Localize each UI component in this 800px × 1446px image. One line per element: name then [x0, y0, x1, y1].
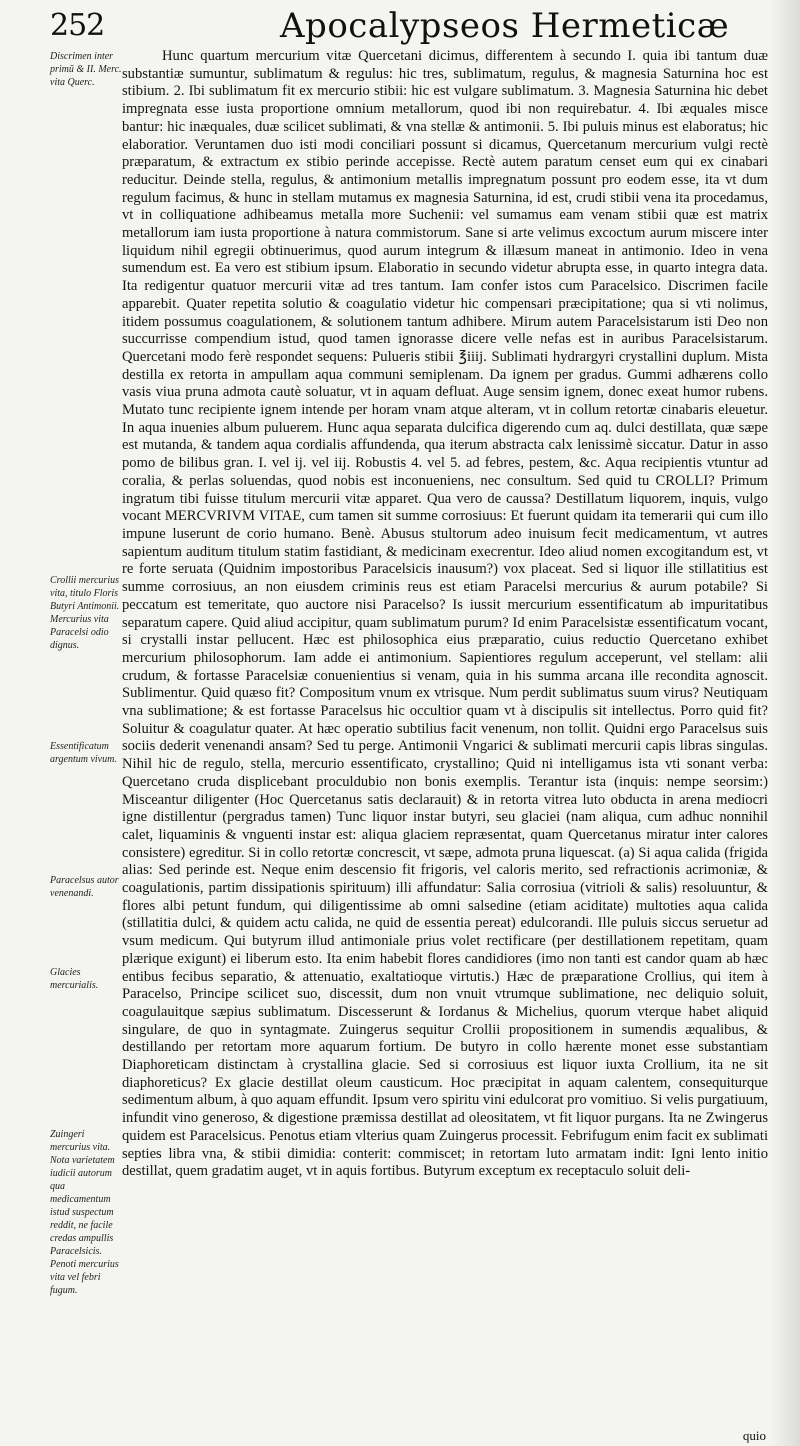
page-number: 252: [50, 8, 105, 43]
margin-note: Discrimen inter primũ & II. Merc. vita Querc.: [50, 51, 122, 88]
page-header: [50, 6, 790, 50]
margin-note: Glacies mercurialis.: [50, 967, 99, 991]
margin-note: Crollii mercurius vita, titulo Floris Butyri Antimonii. Mercurius vita Paracelsi odio dignus.: [50, 575, 120, 651]
margin-note: Zuingeri mercurius vita. Nota varietatem iudicii autorum qua medicamentum istud suspectum reddit, ne facile credas ampullis Paracelsicis. Penoti mercurius vita vel febri fugum.: [50, 1129, 119, 1296]
main-text-column: [122, 48, 768, 1181]
margin-note: Paracelsus autor venenandi.: [50, 875, 119, 899]
running-title: Apocalypseos Hermeticæ: [280, 6, 730, 46]
page-gutter-shadow: [770, 0, 800, 1446]
catchword: quio: [742, 1428, 766, 1443]
body-paragraph: Hunc quartum mercurium vitæ Quercetani dicimus, differentem à secundo I. quia ibi tantum duæ substantiæ sumuntur, sublimatum & regulus: hic tres, sublimatum, regulus, & magnesia Saturnina hoc est stibium. 2. Ibi sublimatum fit ex mercurio stibii: hic est vulgare sublimatum. 3. Magnesia Saturnina hic debet impregnata esse iusta proportione omnium metallorum, quod ibi non requirebatur. 4. Ibi æquales misce bantur: hic inæquales, duæ scilicet sublimati, & vna stellæ & antimonii. 5. Ibi puluis minus est elaboratus; hic elaboratior. Veruntamen duo isti modi conciliari possunt si dicamus, Quercetanum mercurium vulgi rectè præparatum, & extractum ex stibio perinde accepisse. Rectè autem paratum censet eum qui ex cinabari reducitur. Deinde stella, regulus, & antimonium metallis impregnatum possunt pro eodem esse, ita vt dum regulum facimus, & hunc in stellam mutamus ex magnesia Saturnina, id est, crudi stibii vena ita procedamus, vt in colliquatione adhibeamus metalla more Suchenii: vel sumamus eam venam stibii quæ est matrix metallorum iam iusta proportione à natura commistorum. Sane si arte velimus excoctum aurum miscere inter liquidum nihil egregii obtinuerimus, quod aurum integrum & illæsum maneat in antimonio. Ideo in vena sumendum est. Ea vero est stibium ipsum. Elaboratio in secundo videtur abrupta esse, in quarto integra data. Ita redigentur quatuor mercurii vitæ ad tres tantum. Iam confer istos cum Paracelsico. Discrimen facile apparebit. Quater repetita solutio & coagulatio videtur hic compensari præcipitatione; qua si vti nolimus, itidem possumus coagulationem, & solutionem tantum adhibere. Mirum autem Paracelsistarum isti Deo non succurrisse compendium istud, quod tamen ignorasse dicere velle nefas est in auribus Paracelsistarum. Quercetani modo ferè respondet sequens: Pulueris stibii ℥iiij. Sublimati hydrargyri crystallini duplum. Mista destilla ex retorta in ampullam aqua communi semiplenam. Da ignem per gradus. Gummi adhærens collo vasis viua pruna admota cautè soluatur, vt in aquam defluat. Auge sensim ignem, donec exeat humor rubens. Mutato tunc recipiente ignem intende per horam vnam atque alteram, vt in collum retortæ cinabaris eleuetur. In aqua inuenies album puluerem. Hunc aqua separata dulcifica digerendo cum aq. dulci destillata, quæ sæpe est mutanda, & tandem aqua cordialis affundenda, qua iterum abstracta calx lenissimè siccatur. Datur in asso pomo de bilibus gran. I. vel ij. vel iij. Robustis 4. vel 5. ad febres, pestem, &c. Aqua recipientis vtuntur ad coralia, & perlas soluendas, quod nobis est inconueniens, nec consultum. Sed quid tu CROLLI? Primum ingratum tibi fuisse titulum mercurii vitæ apparet. Qua vero de caussa? Destillatum liquorem, inquis, vulgo vocant MERCVRIVM VITAE, cum tamen sit summe corrosiuus: Et fuerunt quidam ita temerarii qui cum illo impune luserunt de corio humano. Benè. Abusus stultorum adeo inuisum fecit medicamentum, vt autres sapientum auditum titulum statim fastidiant, & medicinam execrentur. Ideo aliud nomen excogitandum est, vt re forte seruata (Quidnim impostoribus Paracelsicis inausum?) vox placeat. Sed si liquor ille stillatitius est summe corrosiuus, an non eiusdem criminis reus est etiam Paracelsi mercurius & aurum potabile? Si peccatum est temeritate, quo auctore nisi Paracelso? Is iussit mercurium essentificatum ab impuritatibus separatum capere. Quid aliud accipitur, quam sublimatum purum? Id enim Paracelsistæ essentificatum vocant, si crystalli instar pellucent. Hæc est philosophica eius præparatio, cuius reductio Quercetano exhibet mercurium philosophorum. Iam adde ei antimonium. Sapientiores regulum acceperunt, vel stellam: alii crudum, & fortasse Paracelsiæ conuenientius si venam, quia in his summa arcana ille recondita agnoscit. Sublimentur. Quid quæso fit? Compositum vnum ex vtrisque. Num perdit sublimatus suum virus? Neutiquam vna sublimatione; & est fortasse Paracelsus hic occultior quam vt à discipulis sit intellectus. Porro quid fit? Soluitur & coagulatur quater. At hæc operatio subtilius facit venenum, non tollit. Quidni ergo Paracelsus suis sociis dederit venenandi ansam? Sed tu perge. Antimonii Vngarici & sublimati mercurii capis libras singulas. Nihil hic de regulo, stella, mercurio essentificato, crystallino; Quid ni intelligamus ista vti sonant verba: Quercetano cruda displicebant proculdubio non bonis exemplis. Terantur ista (inquis: nempe seorsim:) Misceantur diligenter (Hoc Quercetanus satis declarauit) & in retorta vitrea luto obducta in arena mediocri igne distillentur (pergradus tamen) Tunc liquor instar butyri, seu glaciei (nam aliqua, cum adhuc nonnihil calet, liquaminis & vnguenti instar est: aliqua glaciem repræsentat, quam Quercetanus miratur inter calores consistere) egreditur. Si in collo retortæ concrescit, vt sæpe, admota pruna liquescat. (a) Si aqua calida (frigida alias: Sed perinde est. Neque enim descensio fit frigoris, vel caloris merito, sed refractionis acrimoniæ, & coagulationis, partim dissipationis spirituum) illi affundatur: Salia corrosiua (vitrioli & salis) resoluuntur, & flores albi petunt fundum, qui diligentissime ab omni salsedine (etiam aciditate) multoties aqua calida (stillatitia dulci, & quidem actu calida, ne quid de essentia pereat) edulcorandi. Ille puluis siccus seruetur ad vsum medicum. Qui butyrum illud antimoniale prius volet rectificare (per destillationem repetitam, quam plærique exigunt) ei liberum esto. Ita enim habebit flores candidiores (imo non tanti est candor quam ab hæc entibus fecibus separatio, & attenuatio, exaltatioque virtutis.) Hæc de præparatione Crollius, qui item à Paracelso, Principe scilicet suo, discessit, dum non vnuit vtrumque sublimatione, nec deliquio soluit, coagulauitque sæpius sublimatum. Discesserunt & Iordanus & Michelius, quorum vterque habet aliquid singulare, de quo in syntagmate. Zuingerus sequitur Crollii propositionem in sumendis æqualibus, & destillando per retortam more aquarum fortium. De butyro in collo hærente monet esse substantiam Diaphoreticam distinctam à crystallina glacie. Sed si corrosiuus est liquor iuxta Crollium, ita ne sit diaphoreticus? Ex glacie destillat oleum causticum. Hoc præcipitat in aquam calentem, consequiturque sedimentum album, à quo aquam effundit. Ipsum vero spiritu vini edulcorat pro vomitiuo. Si velis purgatiuum, infundit vino generoso, & digestione præmissa destillat ad oleositatem, vt fit liquor purgans. Ita ne Zwingerus quidem est Paracelsicus. Penotus etiam vlterius quam Zuingerus processit. Febrifugum enim facit ex sublimati septies libra vna, & stibii dimidia: conterit: commiscet; in retortam luto armatam indit: Igni lento initio destillat, quem gradatim auget, vt in aquis fortibus. Butyrum exceptum ex receptaculo soluit deli-: [122, 48, 768, 1180]
margin-note: Essentificatum argentum vivum.: [50, 741, 117, 765]
